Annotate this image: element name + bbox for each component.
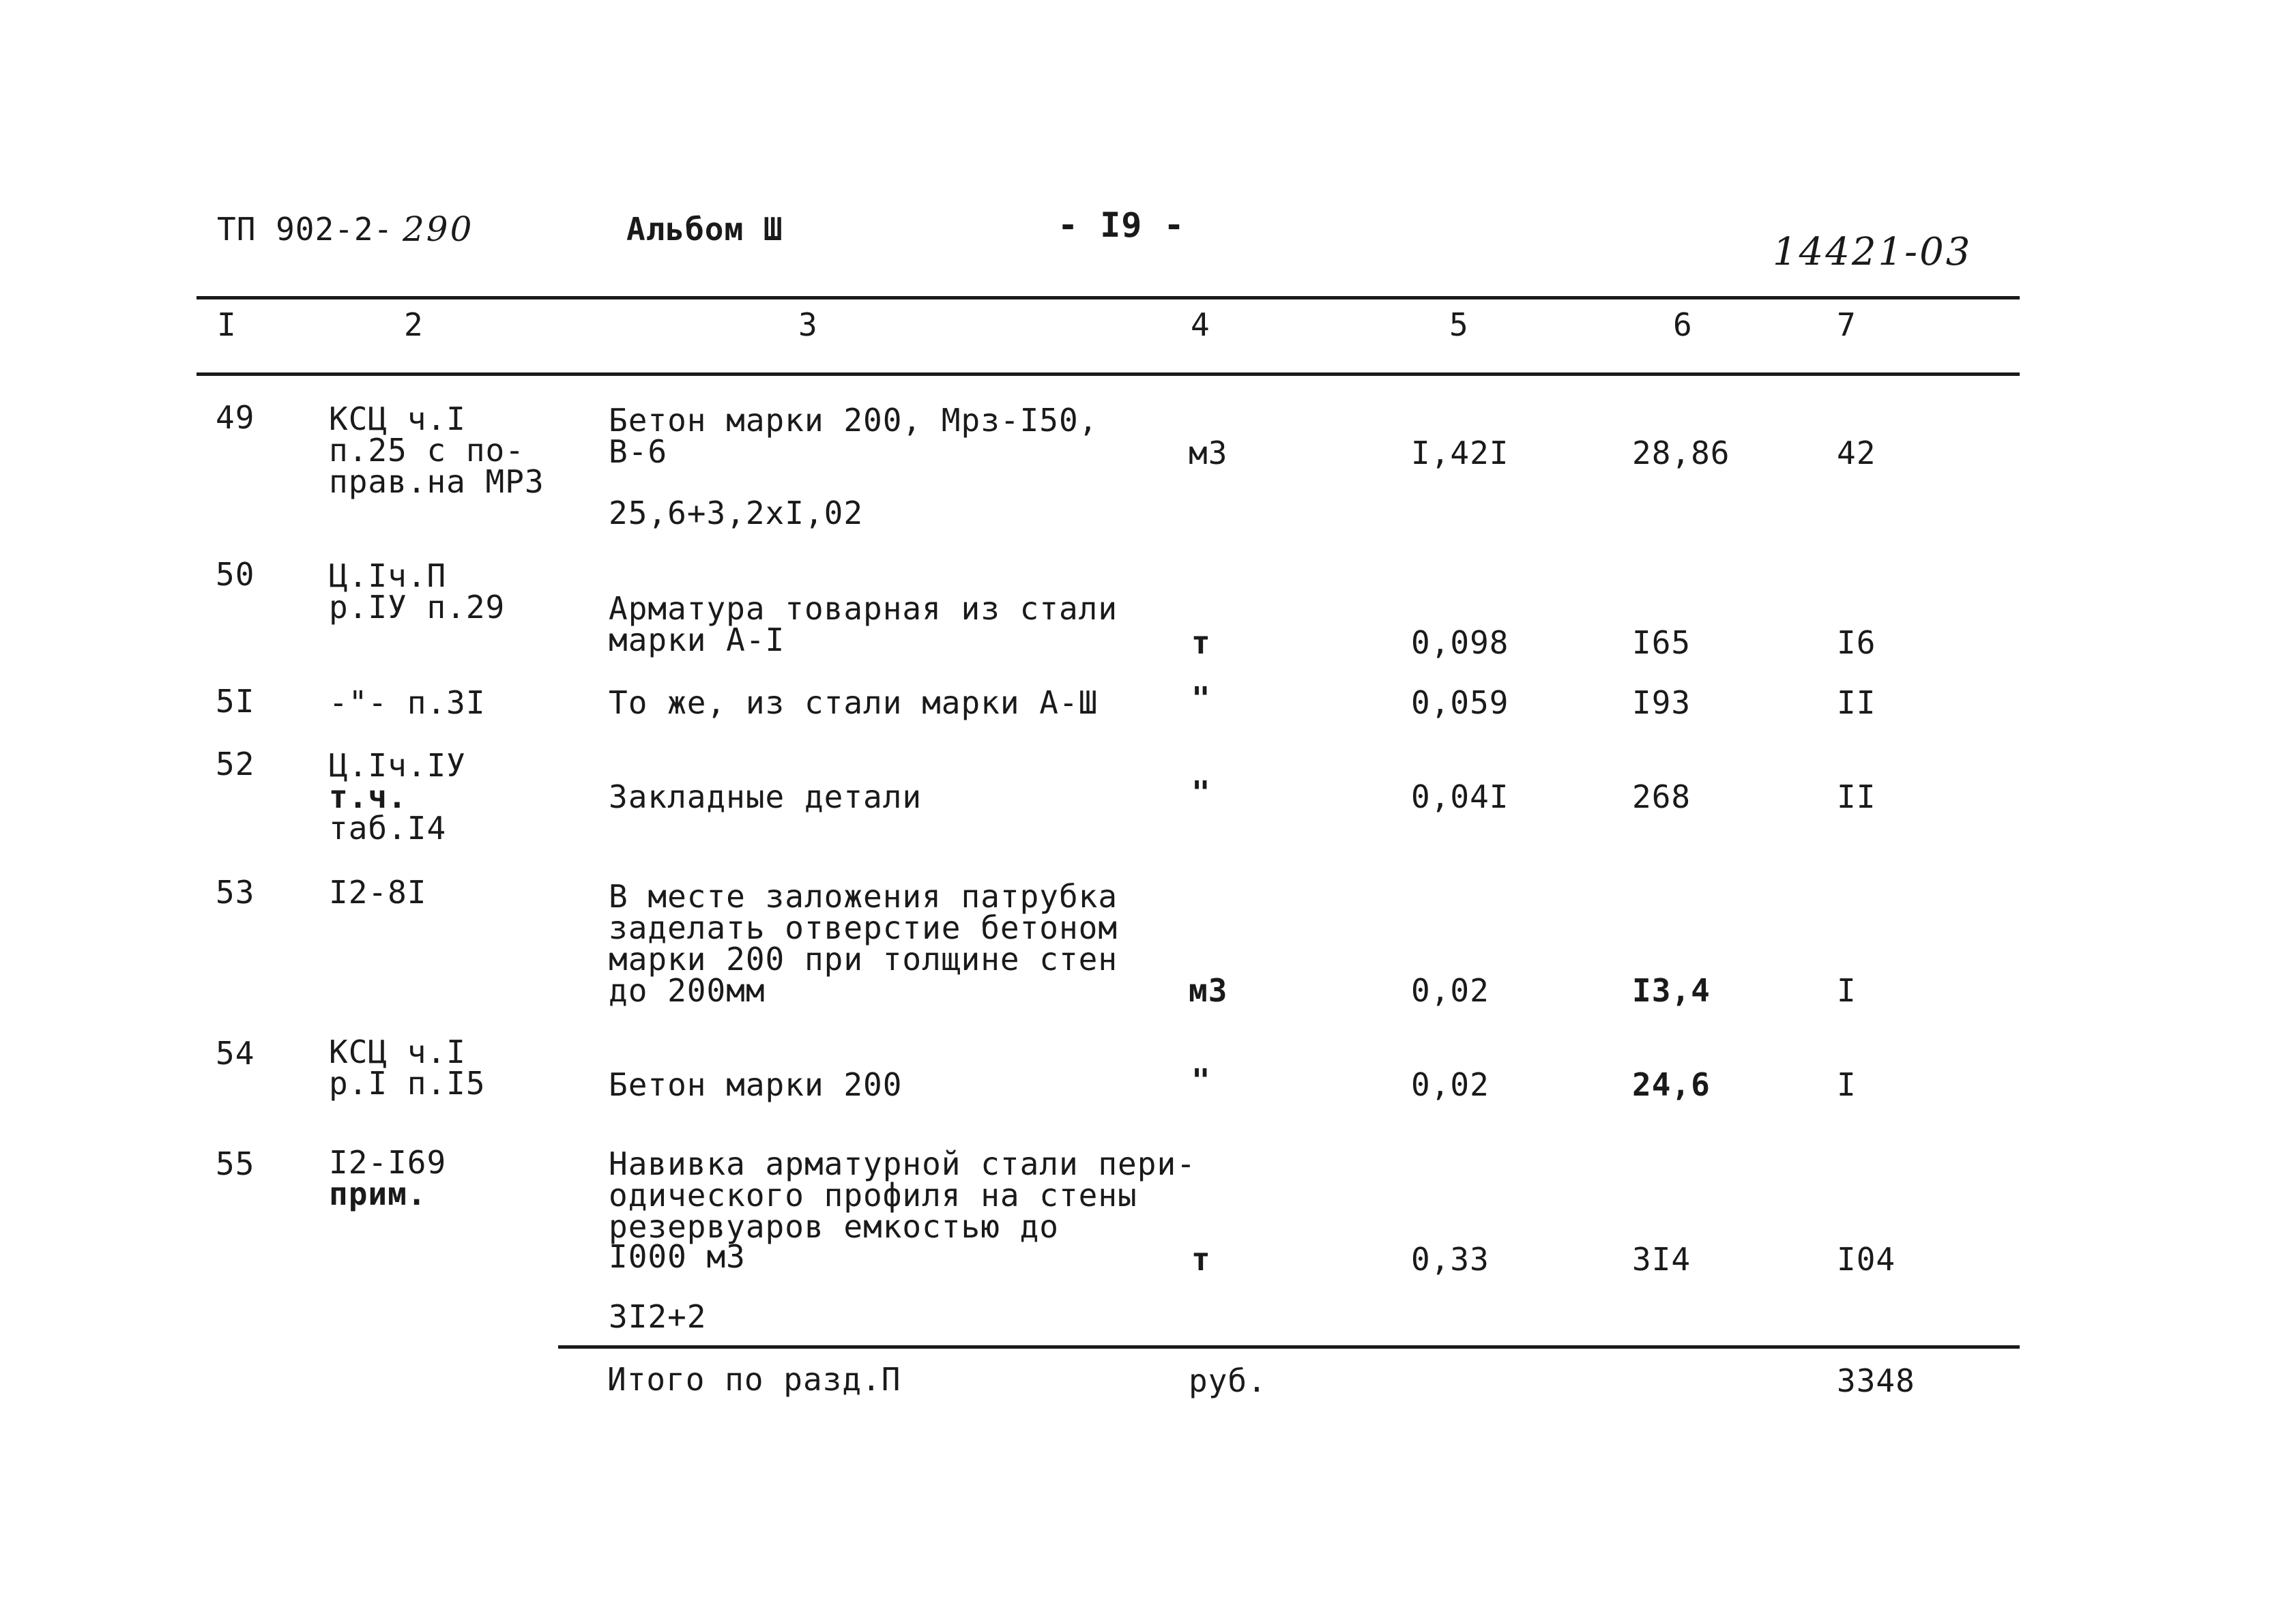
row-quantity: 0,33 <box>1411 1241 1490 1278</box>
row-reference: р.IУ п.29 <box>329 589 506 626</box>
row-description: резервуаров емкостью до <box>609 1208 1059 1245</box>
row-number: 49 <box>216 399 255 436</box>
row-description: до 200мм <box>609 972 766 1009</box>
table-top-rule <box>197 296 2020 299</box>
row-calculation: 25,6+3,2хI,02 <box>609 495 864 531</box>
document-code-handwritten: 14421-03 <box>1773 230 1973 274</box>
row-price: I3,4 <box>1632 972 1711 1009</box>
row-description: Бетон марки 200 <box>609 1066 903 1103</box>
row-unit: м3 <box>1189 972 1228 1009</box>
page-number: - I9 - <box>1058 205 1185 245</box>
total-label: Итого по разд.П <box>607 1361 901 1398</box>
row-unit: " <box>1191 774 1211 811</box>
row-unit: м3 <box>1189 435 1228 471</box>
row-total: II <box>1837 684 1876 721</box>
row-quantity: I,42I <box>1411 435 1509 471</box>
row-price: 24,6 <box>1632 1066 1711 1103</box>
doc-number-handwritten: 290 <box>403 209 474 249</box>
row-total: II <box>1837 778 1876 815</box>
row-reference: КСЦ ч.I <box>329 1034 466 1070</box>
row-price: 268 <box>1632 778 1691 815</box>
row-reference: -"- п.3I <box>329 684 486 721</box>
row-reference: прав.на МРЗ <box>329 463 544 500</box>
row-reference: Ц.Iч.IУ <box>329 747 466 784</box>
row-description: одического профиля на стены <box>609 1177 1137 1214</box>
column-header: 6 <box>1673 306 1693 343</box>
row-reference: т.ч. <box>329 778 407 815</box>
row-total: 42 <box>1837 435 1876 471</box>
row-description: В месте заложения патрубка <box>609 878 1118 915</box>
header-bottom-rule <box>197 372 2020 376</box>
row-number: 53 <box>216 874 255 911</box>
row-description: I000 м3 <box>609 1238 746 1275</box>
row-reference: I2-I69 <box>329 1144 447 1181</box>
row-number: 52 <box>216 746 255 782</box>
row-reference: таб.I4 <box>329 810 447 847</box>
row-description: В-6 <box>609 433 668 470</box>
row-total: I04 <box>1837 1241 1896 1278</box>
row-price: I93 <box>1632 684 1691 721</box>
row-reference: Ц.Iч.П <box>329 557 447 594</box>
row-unit: т <box>1191 1241 1211 1278</box>
row-description: Арматура товарная из стали <box>609 590 1118 627</box>
row-unit: " <box>1191 680 1211 717</box>
row-reference: I2-8I <box>329 874 427 911</box>
row-total: I6 <box>1837 624 1876 661</box>
row-unit: " <box>1191 1062 1211 1099</box>
row-price: 28,86 <box>1632 435 1730 471</box>
total-value: 3348 <box>1837 1362 1915 1399</box>
row-reference: прим. <box>329 1175 427 1212</box>
total-unit: руб. <box>1189 1362 1267 1399</box>
row-description: марки 200 при толщине стен <box>609 941 1118 978</box>
doc-code: ТП 902-2- <box>217 211 394 248</box>
row-total: I <box>1837 1066 1857 1103</box>
total-rule <box>558 1345 2020 1349</box>
row-quantity: 0,04I <box>1411 778 1509 815</box>
row-unit: т <box>1191 624 1211 661</box>
column-header: 7 <box>1837 306 1857 343</box>
row-quantity: 0,02 <box>1411 972 1490 1009</box>
column-header: 3 <box>798 306 818 343</box>
row-quantity: 0,02 <box>1411 1066 1490 1103</box>
column-header: 2 <box>404 306 424 343</box>
row-description: Бетон марки 200, Мрз-I50, <box>609 402 1099 439</box>
column-header: 4 <box>1191 306 1210 343</box>
column-header: 5 <box>1449 306 1469 343</box>
row-description: Закладные детали <box>609 778 922 815</box>
row-number: 55 <box>216 1145 255 1182</box>
row-description: Навивка арматурной стали пери- <box>609 1145 1196 1182</box>
row-number: 5I <box>216 683 255 720</box>
row-number: 54 <box>216 1035 255 1072</box>
row-price: 3I4 <box>1632 1241 1691 1278</box>
row-quantity: 0,059 <box>1411 684 1509 721</box>
row-description: То же, из стали марки А-Ш <box>609 684 1099 721</box>
row-reference: КСЦ ч.I <box>329 400 466 437</box>
row-reference: п.25 с по- <box>329 432 525 469</box>
album-label: Альбом Ш <box>626 211 783 248</box>
column-header: I <box>217 306 237 343</box>
row-price: I65 <box>1632 624 1691 661</box>
row-description: заделать отверстие бетоном <box>609 909 1118 946</box>
row-reference: р.I п.I5 <box>329 1065 486 1102</box>
row-description: марки А-I <box>609 621 785 658</box>
row-calculation: 3I2+2 <box>609 1298 707 1335</box>
row-number: 50 <box>216 556 255 593</box>
row-total: I <box>1837 972 1857 1009</box>
row-quantity: 0,098 <box>1411 624 1509 661</box>
